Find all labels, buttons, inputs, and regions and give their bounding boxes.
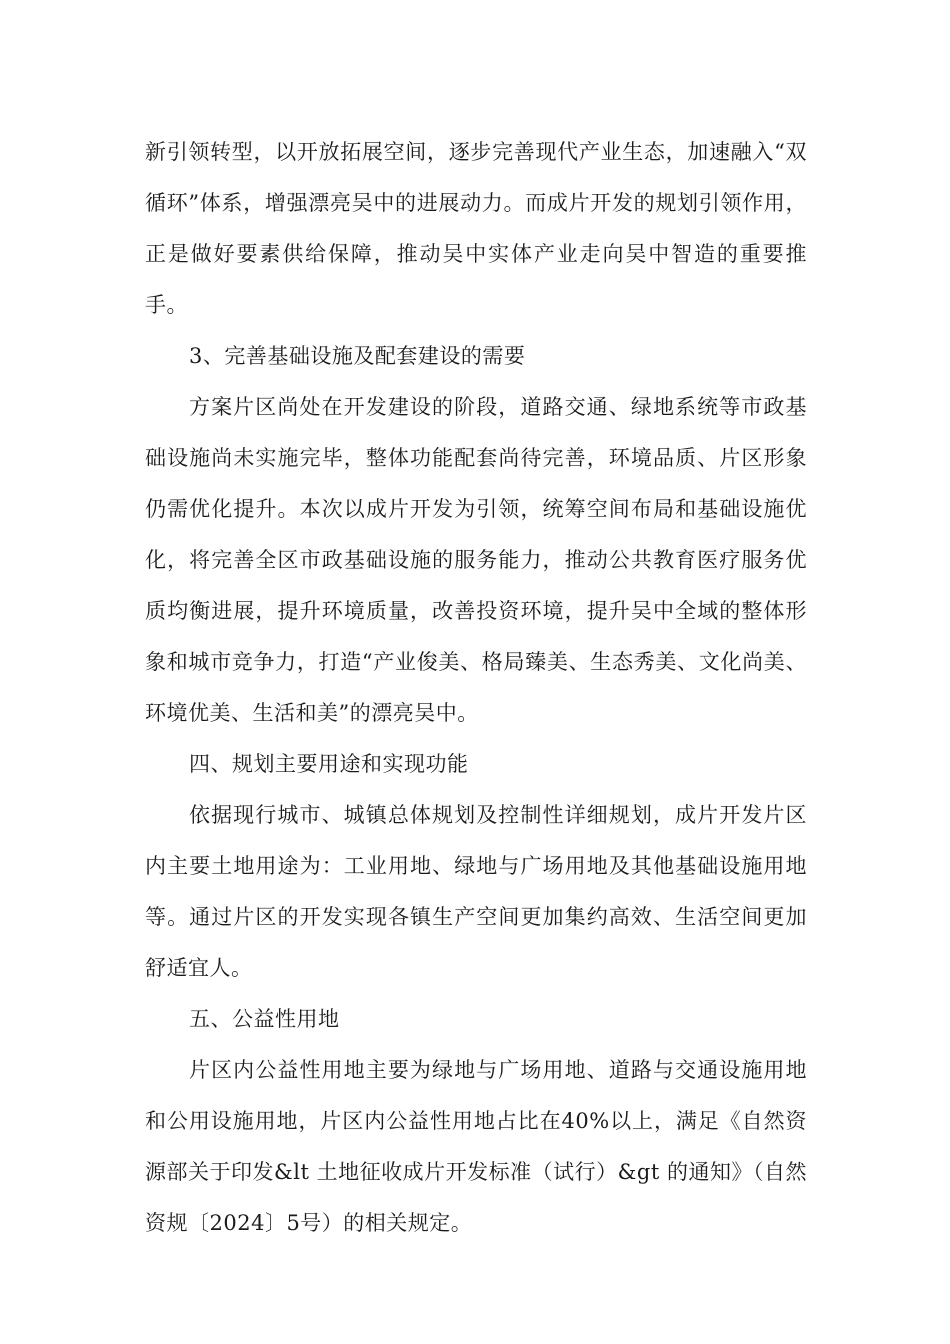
document-page — [145, 127, 807, 1249]
heading-land-use-functions: 四、规划主要用途和实现功能 — [189, 752, 469, 776]
heading-infrastructure-need: 3、完善基础设施及配套建设的需要 — [189, 344, 526, 368]
paragraph-infrastructure: 方案片区尚处在开发建设的阶段，道路交通、绿地系统等市政基础设施尚未实施完毕，整体功能配套尚待完善，环境品质、片区形象仍需优化提升。本次以成片开发为引领，统筹空间布局和基础设施优化，将完善全区市政基础设施的服务能力，推动公共教育医疗服务优质均衡进展，提升环境质量，改善投资环境，提升吴中全域的整体形象和城市竞争力，打造“产业俊美、格局臻美、生态秀美、文化尚美、环境优美、生活和美”的漂亮吴中。 — [145, 395, 807, 725]
paragraph-land-use: 依据现行城市、城镇总体规划及控制性详细规划，成片开发片区内主要土地用途为：工业用地、绿地与广场用地及其他基础设施用地等。通过片区的开发实现各镇生产空间更加集约高效、生活空间更加舒适宜人。 — [145, 803, 807, 980]
paragraph-industry-continued: 新引领转型，以开放拓展空间，逐步完善现代产业生态，加速融入“双循环”体系，增强漂亮吴中的进展动力。而成片开发的规划引领作用，正是做好要素供给保障，推动吴中实体产业走向吴中智造的重要推手。 — [145, 140, 807, 317]
paragraph-public-welfare-land: 片区内公益性用地主要为绿地与广场用地、道路与交通设施用地和公用设施用地，片区内公益性用地占比在40%以上，满足《自然资源部关于印发&lt 土地征收成片开发标准（试行）&gt 的通知》（自然资规〔2024〕5号）的相关规定。 — [145, 1058, 807, 1235]
heading-public-welfare-land: 五、公益性用地 — [189, 1007, 340, 1031]
